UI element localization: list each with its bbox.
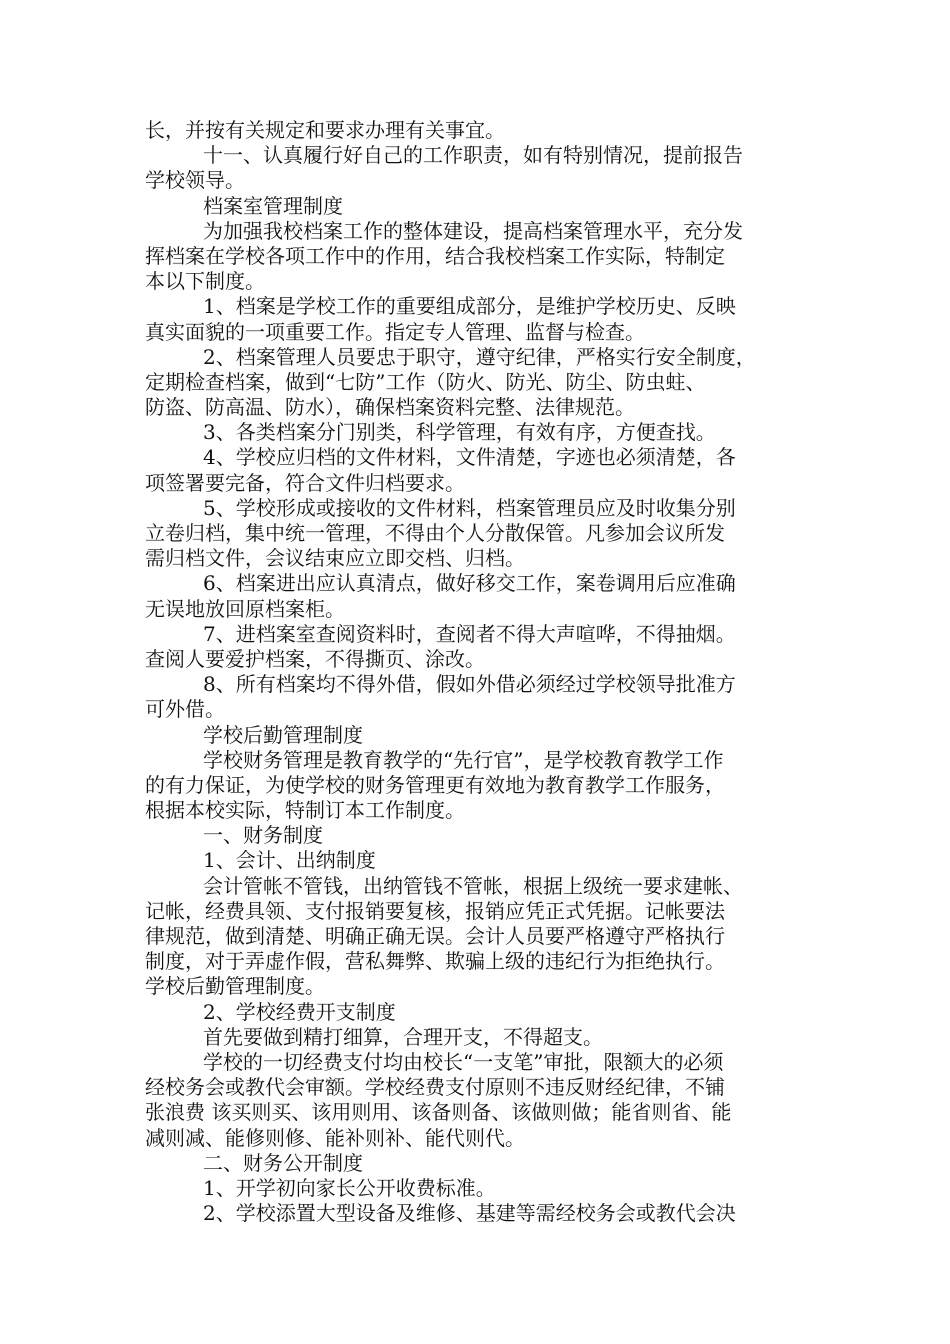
text-line: 学校后勤管理制度。 (145, 974, 325, 999)
document-body (145, 118, 810, 1226)
text-line: 律规范，做到清楚、明确正确无误。会计人员要严格遵守严格执行 (145, 924, 725, 948)
text-line: 十一、认真履行好自己的工作职责，如有特别情况，提前报告 (203, 143, 743, 168)
text-line: 张浪费 该买则买、该用则用、该备则备、该做则做；能省则省、能 (145, 1100, 732, 1125)
text-line: 定期检查档案，做到“七防”工作（防火、防光、防尘、防虫蛀、 (145, 369, 706, 394)
text-line: 1、档案是学校工作的重要组成部分，是维护学校历史、反映 (203, 294, 736, 319)
text-line: 为加强我校档案工作的整体建设，提高档案管理水平，充分发 (203, 218, 743, 243)
text-line: 真实面貌的一项重要工作。指定专人管理、监督与检查。 (145, 319, 645, 344)
text-line: 无误地放回原档案柜。 (145, 596, 345, 621)
text-line: 4、学校应归档的文件材料，文件清楚，字迹也必须清楚，各 (203, 445, 736, 470)
text-line: 2、档案管理人员要忠于职守，遵守纪律，严格实行安全制度， (203, 344, 756, 369)
text-line: 一、财务制度 (203, 823, 323, 848)
text-line: 制度，对于弄虚作假，营私舞弊、欺骗上级的违纪行为拒绝执行。 (145, 949, 725, 974)
text-line: 学校后勤管理制度 (203, 722, 363, 747)
text-line: 2、学校添置大型设备及维修、基建等需经校务会或教代会决 (203, 1201, 736, 1226)
text-line: 的有力保证，为使学校的财务管理更有效地为教育教学工作服务， (145, 772, 725, 797)
text-line: 3、各类档案分门别类，科学管理，有效有序，方便查找。 (203, 420, 716, 445)
text-line: 2、学校经费开支制度 (203, 999, 396, 1024)
text-line: 根据本校实际，特制订本工作制度。 (145, 798, 465, 823)
text-line: 减则减、能修则修、能补则补、能代则代。 (145, 1125, 525, 1150)
text-line: 学校的一切经费支付均由校长“一支笔”审批，限额大的必须 (203, 1049, 724, 1074)
text-line: 项签署要完备，符合文件归档要求。 (145, 470, 465, 495)
text-line: 经校务会或教代会审额。学校经费支付原则不违反财经纪律，不铺 (145, 1075, 725, 1100)
text-line: 需归档文件，会议结束应立即交档、归档。 (145, 546, 525, 571)
text-line: 记帐，经费具领、支付报销要复核，报销应凭正式凭据。记帐要法 (145, 898, 725, 923)
text-line: 7、进档案室查阅资料时，查阅者不得大声喧哗，不得抽烟。 (203, 621, 736, 646)
text-line: 长，并按有关规定和要求办理有关事宜。 (145, 118, 505, 142)
text-line: 立卷归档，集中统一管理，不得由个人分散保管。凡参加会议所发 (145, 521, 725, 545)
text-line: 5、学校形成或接收的文件材料，档案管理员应及时收集分别 (203, 495, 736, 520)
text-line: 1、开学初向家长公开收费标准。 (203, 1175, 496, 1200)
text-line: 挥档案在学校各项工作中的作用，结合我校档案工作实际，特制定 (145, 243, 725, 268)
text-line: 查阅人要爱护档案，不得撕页、涂改。 (145, 646, 485, 671)
text-line: 学校财务管理是教育教学的“先行官”，是学校教育教学工作 (203, 747, 724, 772)
text-line: 1、会计、出纳制度 (203, 848, 376, 873)
text-line: 可外借。 (145, 697, 225, 722)
text-line: 首先要做到精打细算，合理开支，不得超支。 (203, 1024, 603, 1049)
text-line: 本以下制度。 (145, 269, 265, 294)
text-line: 二、财务公开制度 (203, 1150, 363, 1175)
text-line: 8、所有档案均不得外借，假如外借必须经过学校领导批准方 (203, 672, 736, 697)
text-line: 档案室管理制度 (203, 193, 343, 218)
text-line: 6、档案进出应认真清点，做好移交工作，案卷调用后应准确 (203, 571, 736, 596)
text-line: 防盗、防高温、防水），确保档案资料完整、法律规范。 (145, 395, 635, 420)
text-line: 学校领导。 (145, 168, 245, 193)
text-line: 会计管帐不管钱，出纳管钱不管帐，根据上级统一要求建帐、 (203, 873, 743, 898)
